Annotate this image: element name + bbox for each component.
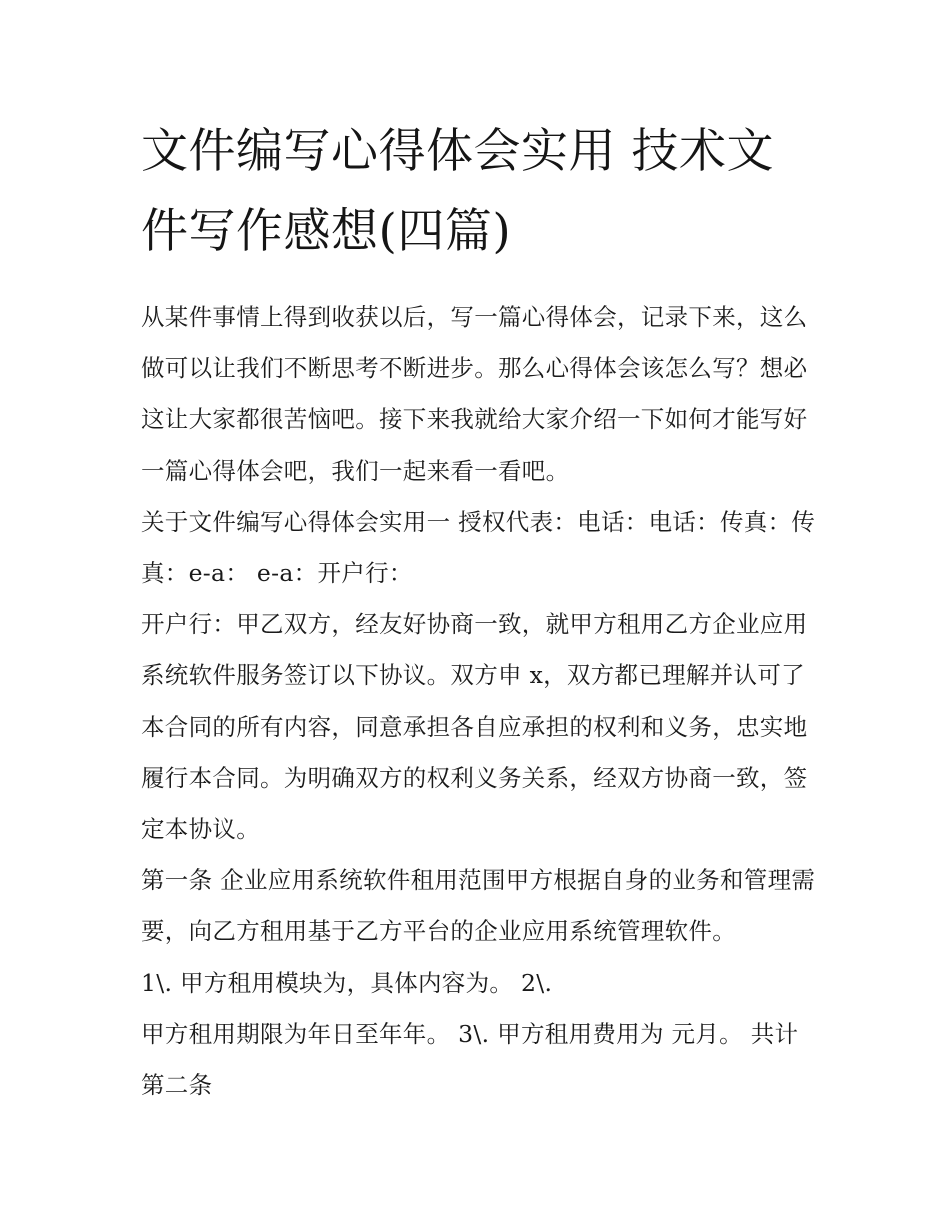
document-content: [141, 112, 821, 1111]
paragraph-item-one: 1\. 甲方租用模块为，具体内容为。 2\.: [141, 968, 553, 997]
paragraph-rental-term: 甲方租用期限为年日至年年。 3\. 甲方租用费用为 元月。 共计 第二条: [141, 1019, 799, 1100]
document-body: [141, 292, 821, 1111]
paragraph-intro: 从某件事情上得到收获以后，写一篇心得体会，记录下来，这么做可以让我们不断思考不断进步。那么心得体会该怎么写？想必这让大家都很苦恼吧。接下来我就给大家介绍一下如何才能写好一篇心得体会吧，我们一起来看一看吧。: [141, 303, 808, 485]
document-title: 文件编写心得体会实用 技术文件写作感想(四篇): [141, 124, 774, 259]
paragraph-article-one: 第一条 企业应用系统软件租用范围甲方根据自身的业务和管理需要，向乙方租用基于乙方平台的企业应用系统管理软件。: [141, 866, 816, 946]
paragraph-agreement: 开户行：甲乙双方，经友好协商一致，就甲方租用乙方企业应用系统软件服务签订以下协议。双方申 x，双方都已理解并认可了本合同的所有内容，同意承担各自应承担的权利和义务，忠实地履行本合同。为明确双方的权利义务关系，经双方协商一致，签定本协议。: [141, 610, 808, 844]
paragraph-contact-info: 关于文件编写心得体会实用一 授权代表：电话：电话：传真：传真：e-a： e-a：开户行：: [141, 507, 816, 588]
